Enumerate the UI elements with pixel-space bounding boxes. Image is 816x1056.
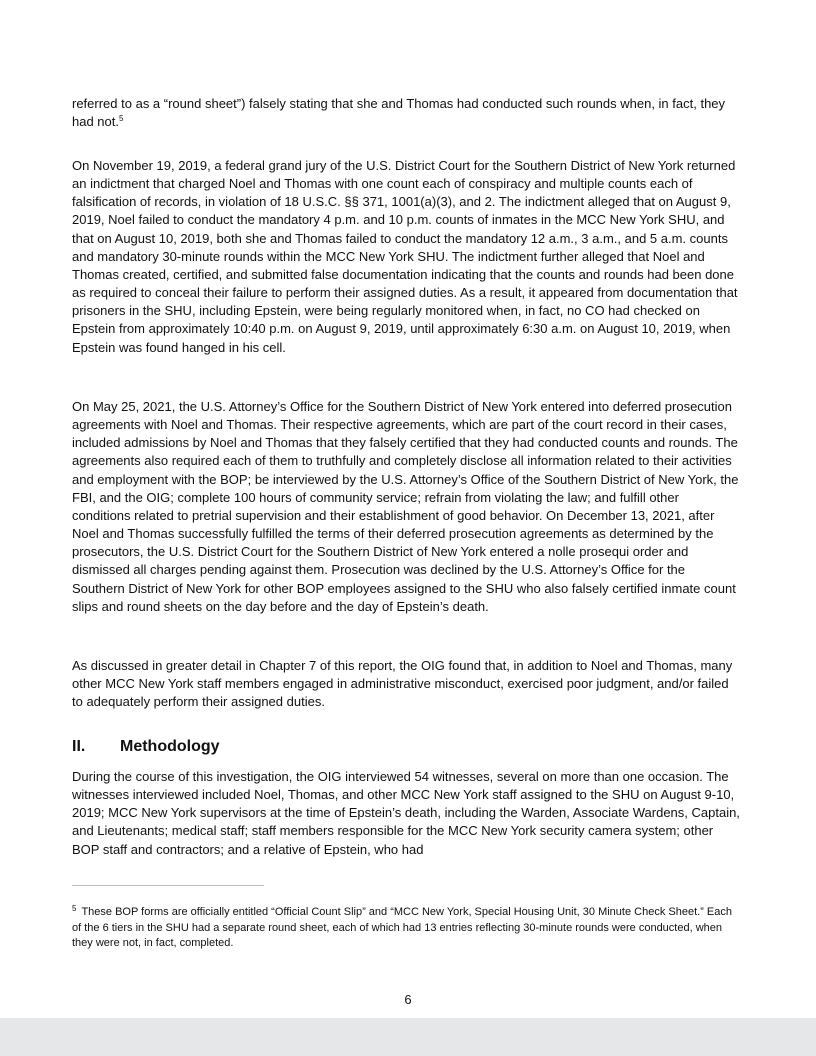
- footnote: [72, 905, 744, 952]
- paragraph-round-sheet: [72, 95, 740, 131]
- paragraph-indictment: On November 19, 2019, a federal grand jury of the U.S. District Court for the Southern District of New York returned an indictment that charged Noel and Thomas with one count each of conspiracy and multiple counts each of falsification of records, in violation of 18 U.S.C. §§ 371, 1001(a)(3), and 2. The indictment alleged that on August 9, 2019, Noel failed to conduct the mandatory 4 p.m. and 10 p.m. counts of inmates in the MCC New York SHU, and that on August 10, 2019, both she and Thomas failed to conduct the mandatory 12 a.m., 3 a.m., and 5 a.m. counts and mandatory 30-minute rounds within the MCC New York SHU. The indictment further alleged that Noel and Thomas created, certified, and submitted false documentation indicating that the counts and rounds had been done as required to conceal their failure to perform their assigned duties. As a result, it appeared from documentation that prisoners in the SHU, including Epstein, were being regularly monitored when, in fact, no CO had checked on Epstein from approximately 10:40 p.m. on August 9, 2019, until approximately 6:30 a.m. on August 10, 2019, when Epstein was found hanged in his cell.: [72, 158, 738, 355]
- paragraph-methodology: During the course of this investigation, the OIG interviewed 54 witnesses, several on more than one occasion. The witnesses interviewed included Noel, Thomas, and other MCC New York staff assigned to the SHU on August 9-10, 2019; MCC New York supervisors at the time of Epstein’s death, including the Warden, Associate Wardens, Captain, and Lieutenants; medical staff; staff members responsible for the MCC New York security camera system; other BOP staff and contractors; and a relative of Epstein, who had: [72, 769, 740, 857]
- footnote-reference[interactable]: 5: [119, 114, 124, 124]
- paragraph-chapter-7: As discussed in greater detail in Chapter 7 of this report, the OIG found that, in addition to Noel and Thomas, many other MCC New York staff members engaged in administrative misconduct, exercised poor judgment, and/or failed to adequately perform their assigned duties.: [72, 658, 733, 710]
- section-heading: [72, 738, 220, 756]
- footnote-divider: [72, 885, 264, 886]
- footnote-text: These BOP forms are officially entitled “Official Count Slip” and “MCC New York, Special Housing Unit, 30 Minute Check Sheet.” Each of the 6 tiers in the SHU had a separate round sheet, each of which had 13 entries reflecting 30-minute rounds were conducted, when they were not, in fact, completed.: [72, 906, 732, 949]
- paragraph-text: referred to as a “round sheet”) falsely stating that she and Thomas had conducted such rounds when, in fact, they had not.: [72, 96, 726, 130]
- footnote-number: 5: [72, 904, 77, 913]
- section-number: II.: [72, 738, 86, 755]
- paragraph-deferred-prosecution: On May 25, 2021, the U.S. Attorney’s Office for the Southern District of New York entered into deferred prosecution agreements with Noel and Thomas. Their respective agreements, which are part of the court record in their cases, included admissions by Noel and Thomas that they falsely certified that they had conducted counts and rounds. The agreements also required each of them to truthfully and completely disclose all information related to their activities and employment with the BOP; be interviewed by the U.S. Attorney’s Office of the Southern District of New York, the FBI, and the OIG; complete 100 hours of community service; refrain from violating the law; and fulfill other conditions related to pretrial supervision and their establishment of good behavior. On December 13, 2021, after Noel and Thomas successfully fulfilled the terms of their deferred prosecution agreements as determined by the prosecutors, the U.S. District Court for the Southern District of New York entered a nolle prosequi order and dismissed all charges pending against them. Prosecution was declined by the U.S. Attorney’s Office for the Southern District of New York for other BOP employees assigned to the SHU who also falsely certified inmate count slips and round sheets on the day before and the day of Epstein’s death.: [72, 399, 739, 614]
- page-number: 6: [404, 992, 412, 1007]
- section-title: Methodology: [120, 738, 220, 755]
